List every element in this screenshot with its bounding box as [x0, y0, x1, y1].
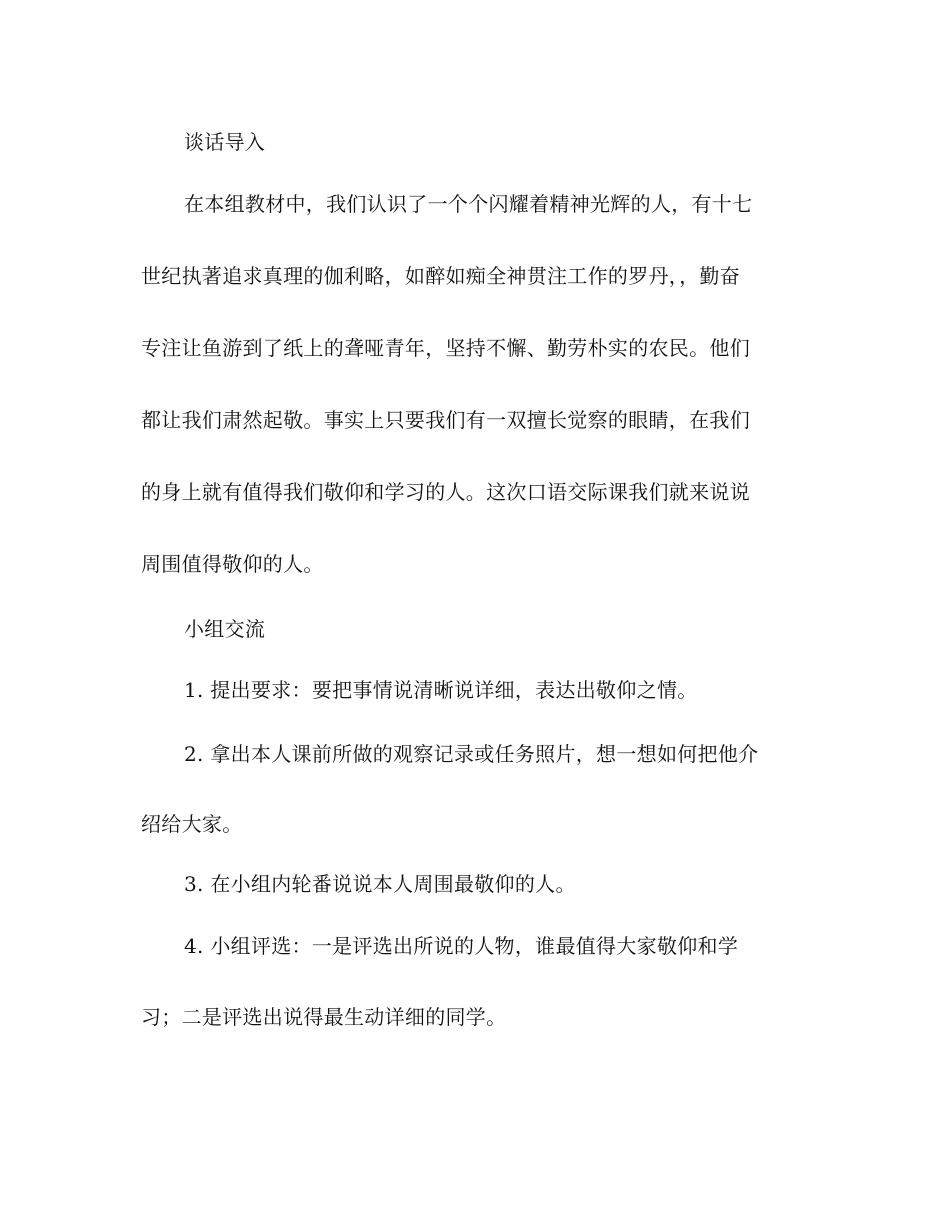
- section-heading-group-exchange: 小组交流: [184, 617, 266, 641]
- list-item-4: 4. 小组评选：一是评选出所说的人物，谁最值得大家敬仰和学: [184, 934, 739, 958]
- paragraph-line: 的身上就有值得我们敬仰和学习的人。这次口语交际课我们就来说说: [141, 480, 750, 504]
- section-heading-talk-intro: 谈话导入: [184, 130, 266, 154]
- paragraph-line: 世纪执著追求真理的伽利略，如醉如痴全神贯注工作的罗丹，，勤奋: [141, 264, 740, 288]
- paragraph-line: 周围值得敬仰的人。: [141, 552, 324, 576]
- list-item-1: 1. 提出要求：要把事情说清晰说详细，表达出敬仰之情。: [184, 678, 698, 702]
- paragraph-line: 在本组教材中，我们认识了一个个闪耀着精神光辉的人，有十七: [184, 192, 753, 216]
- list-item-3: 3. 在小组内轮番说说本人周围最敬仰的人。: [184, 872, 576, 896]
- paragraph-line: 都让我们肃然起敬。事实上只要我们有一双擅长觉察的眼睛，在我们: [141, 408, 750, 432]
- list-item-2: 2. 拿出本人课前所做的观察记录或任务照片，想一想如何把他介: [184, 742, 759, 766]
- list-item-4-continuation: 习；二是评选出说得最生动详细的同学。: [141, 1005, 507, 1029]
- list-item-2-continuation: 绍给大家。: [141, 812, 243, 836]
- paragraph-line: 专注让鱼游到了纸上的聋哑青年，坚持不懈、勤劳朴实的农民。他们: [141, 336, 750, 360]
